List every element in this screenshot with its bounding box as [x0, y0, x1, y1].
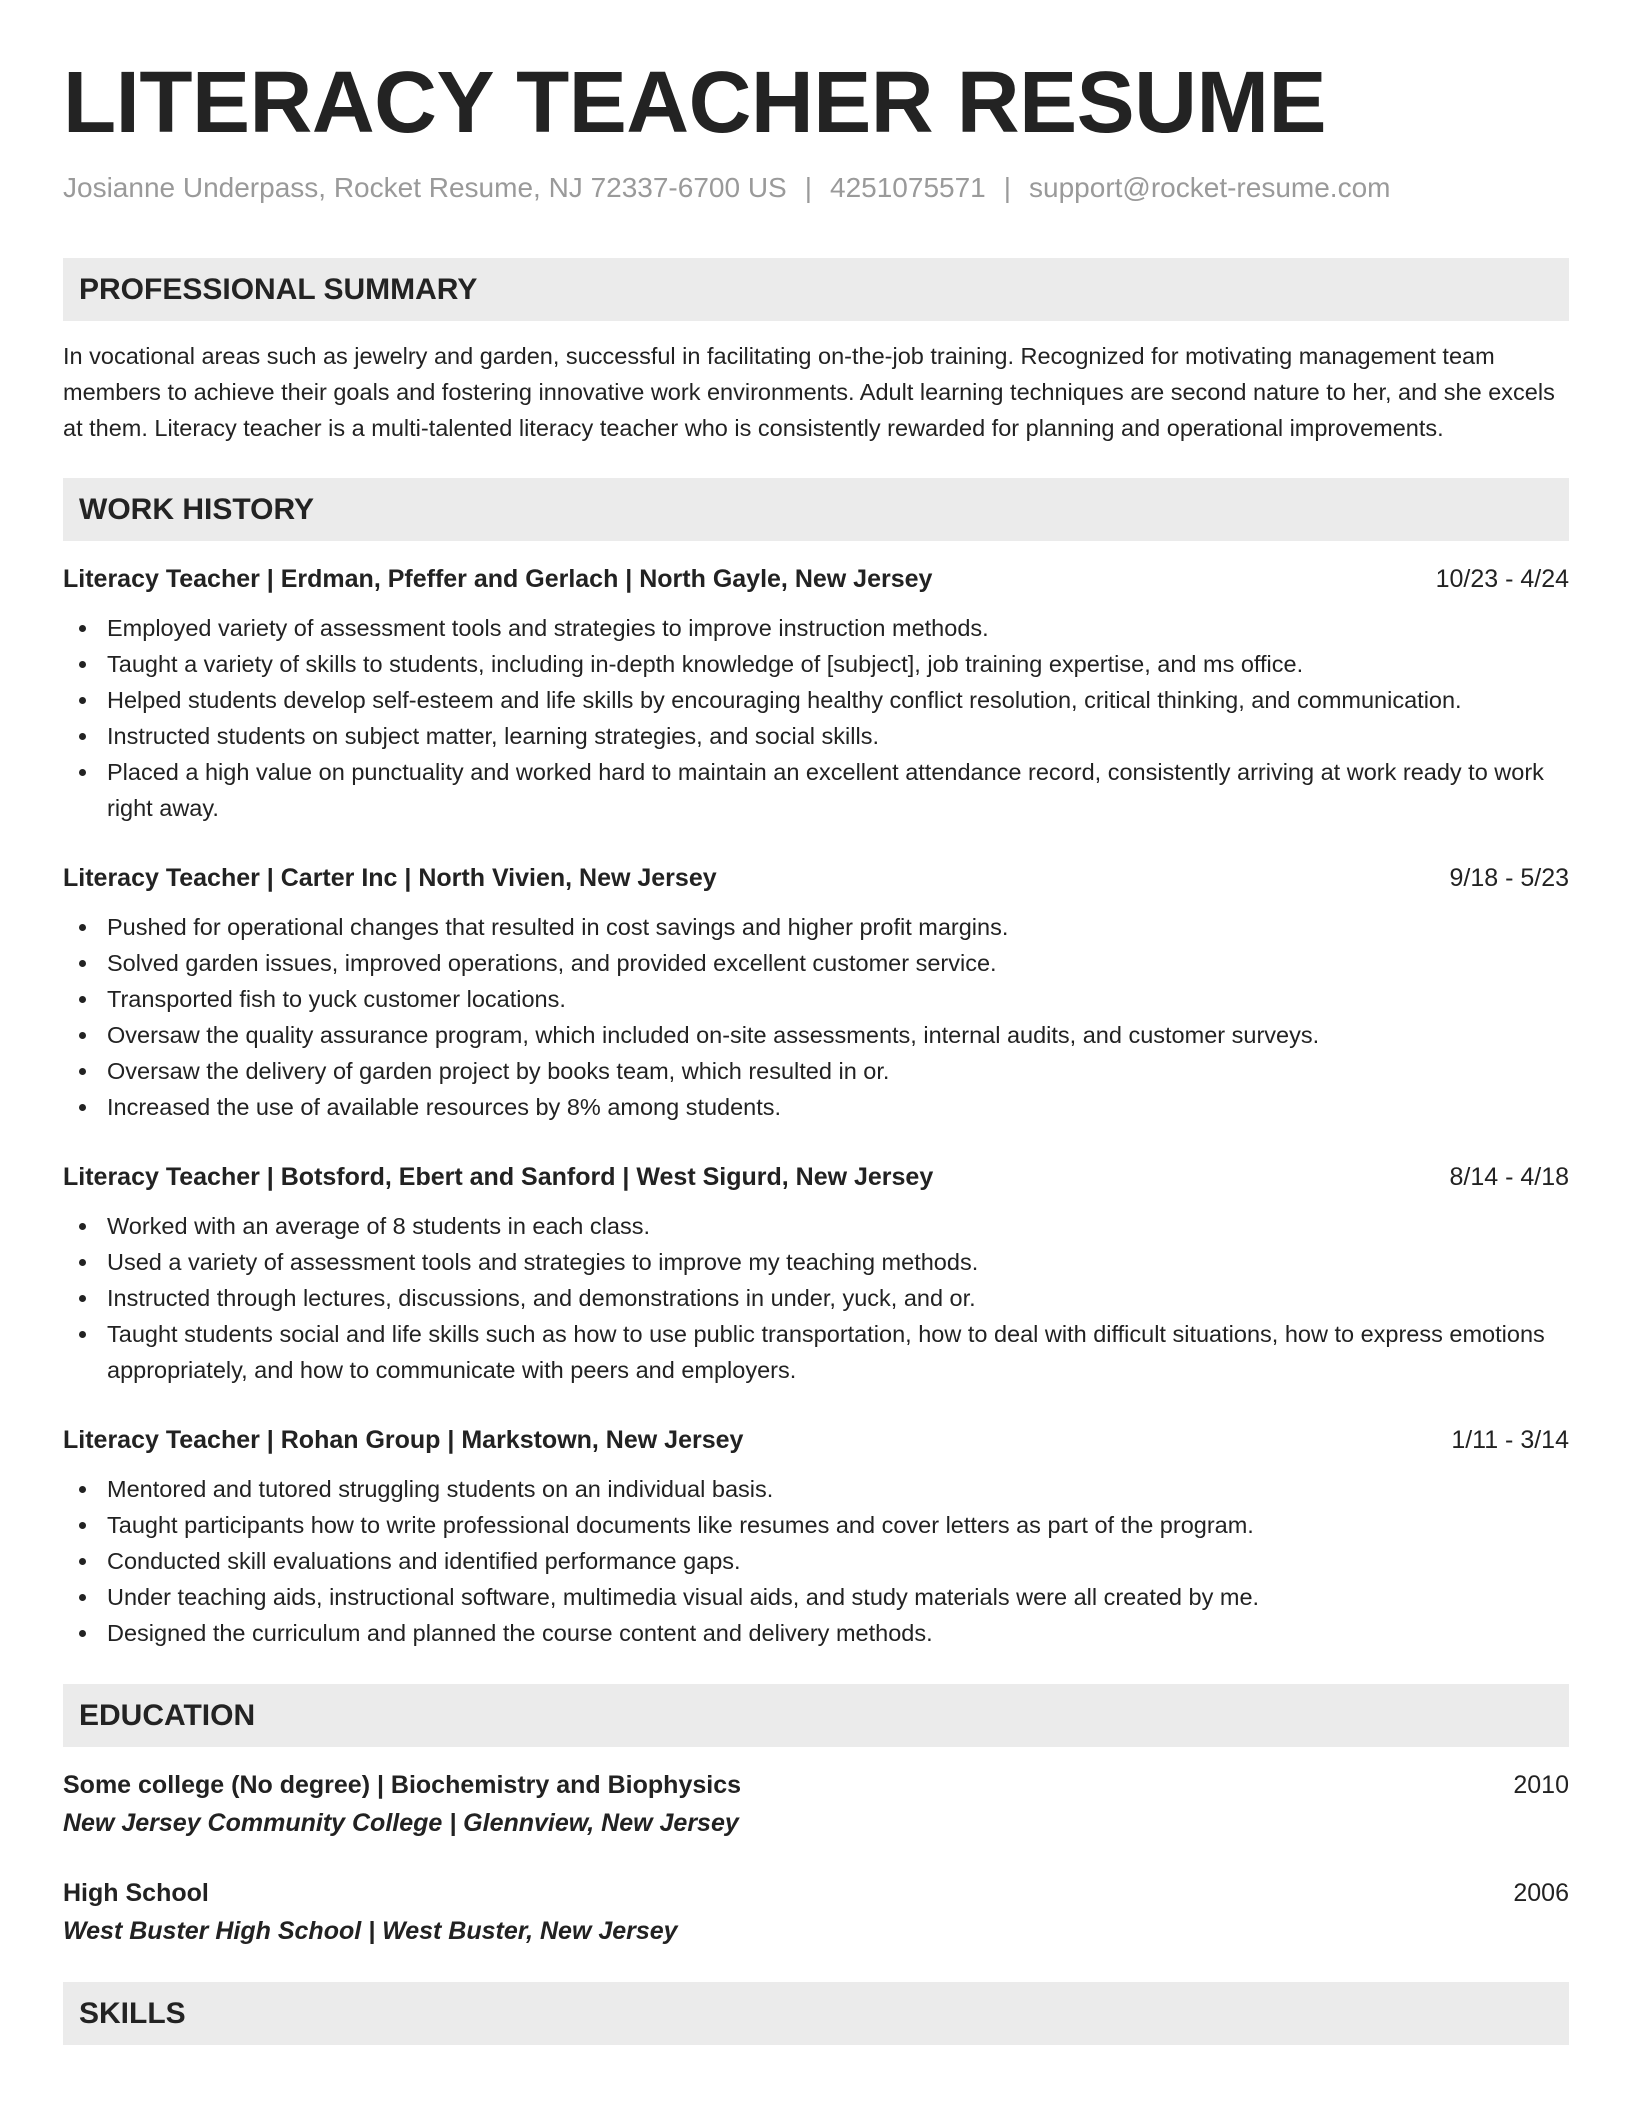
- job-entry: [63, 561, 1569, 826]
- education-degree: Some college (No degree) | Biochemistry and Biophysics: [63, 1771, 742, 1799]
- contact-line: [63, 168, 1569, 208]
- education-entry: [63, 1767, 1569, 1841]
- contact-email: support@rocket-resume.com: [1029, 172, 1391, 203]
- job-bullet: Worked with an average of 8 students in each class.: [107, 1208, 1569, 1244]
- education-header: [63, 1875, 1569, 1911]
- contact-phone: 4251075571: [830, 172, 986, 203]
- job-dates: 8/14 - 4/18: [1449, 1163, 1569, 1191]
- education-school: New Jersey Community College | Glennview, New Jersey: [63, 1809, 739, 1837]
- resume-title: LITERACY TEACHER RESUME: [63, 54, 1326, 151]
- work-history-list: [63, 561, 1569, 1651]
- job-bullet: Taught participants how to write professional documents like resumes and cover letters as part of the program.: [107, 1507, 1569, 1543]
- job-dates: 1/11 - 3/14: [1451, 1426, 1569, 1454]
- section-heading-summary: PROFESSIONAL SUMMARY: [63, 258, 1569, 321]
- job-bullet: Under teaching aids, instructional software, multimedia visual aids, and study materials were all created by me.: [107, 1579, 1569, 1615]
- job-dates: 9/18 - 5/23: [1449, 864, 1569, 892]
- education-year: 2010: [1513, 1771, 1569, 1799]
- job-title: Literacy Teacher | Carter Inc | North Vivien, New Jersey: [63, 864, 717, 892]
- job-bullet: Instructed through lectures, discussions, and demonstrations in under, yuck, and or.: [107, 1280, 1569, 1316]
- job-bullet: Solved garden issues, improved operations, and provided excellent customer service.: [107, 945, 1569, 981]
- education-year: 2006: [1513, 1879, 1569, 1907]
- job-bullet: Mentored and tutored struggling students on an individual basis.: [107, 1471, 1569, 1507]
- contact-separator: |: [804, 172, 813, 203]
- job-bullet: Designed the curriculum and planned the course content and delivery methods.: [107, 1615, 1569, 1651]
- job-bullet: Instructed students on subject matter, learning strategies, and social skills.: [107, 718, 1569, 754]
- education-school: West Buster High School | West Buster, New Jersey: [63, 1917, 678, 1945]
- job-header: [63, 1422, 1569, 1458]
- job-bullet: Taught students social and life skills such as how to use public transportation, how to deal with difficult situations, how to express emotions appropriately, and how to communicate with peers and employers.: [107, 1316, 1569, 1388]
- job-bullet: Transported fish to yuck customer locations.: [107, 981, 1569, 1017]
- section-heading-work-history: WORK HISTORY: [63, 478, 1569, 541]
- job-bullets: [63, 909, 1569, 1125]
- job-bullet: Placed a high value on punctuality and worked hard to maintain an excellent attendance record, consistently arriving at work ready to work right away.: [107, 754, 1569, 826]
- job-bullet: Increased the use of available resources by 8% among students.: [107, 1089, 1569, 1125]
- job-bullet: Used a variety of assessment tools and strategies to improve my teaching methods.: [107, 1244, 1569, 1280]
- job-entry: [63, 860, 1569, 1125]
- job-bullet: Pushed for operational changes that resulted in cost savings and higher profit margins.: [107, 909, 1569, 945]
- summary-text: In vocational areas such as jewelry and garden, successful in facilitating on-the-job training. Recognized for motivating management team members to achieve their goals and fostering innovative work environments. Adult learning techniques are second nature to her, and she excels at them. Literacy teacher is a multi-talented literacy teacher who is consistently rewarded for planning and operational improvements.: [63, 343, 1555, 441]
- job-header: [63, 860, 1569, 896]
- job-dates: 10/23 - 4/24: [1435, 565, 1569, 593]
- job-title: Literacy Teacher | Erdman, Pfeffer and Gerlach | North Gayle, New Jersey: [63, 565, 933, 593]
- job-bullet: Oversaw the delivery of garden project by books team, which resulted in or.: [107, 1053, 1569, 1089]
- job-bullets: [63, 1208, 1569, 1388]
- section-heading-education: EDUCATION: [63, 1684, 1569, 1747]
- job-entry: [63, 1422, 1569, 1651]
- education-entry: [63, 1875, 1569, 1949]
- job-bullets: [63, 1471, 1569, 1651]
- contact-separator: |: [1003, 172, 1012, 203]
- job-bullet: Conducted skill evaluations and identified performance gaps.: [107, 1543, 1569, 1579]
- job-bullet: Helped students develop self-esteem and life skills by encouraging healthy conflict resolution, critical thinking, and communication.: [107, 682, 1569, 718]
- job-bullet: Taught a variety of skills to students, including in-depth knowledge of [subject], job training expertise, and ms office.: [107, 646, 1569, 682]
- job-entry: [63, 1159, 1569, 1388]
- job-title: Literacy Teacher | Rohan Group | Markstown, New Jersey: [63, 1426, 744, 1454]
- education-degree: High School: [63, 1879, 209, 1907]
- job-header: [63, 561, 1569, 597]
- job-bullet: Employed variety of assessment tools and strategies to improve instruction methods.: [107, 610, 1569, 646]
- job-title: Literacy Teacher | Botsford, Ebert and Sanford | West Sigurd, New Jersey: [63, 1163, 934, 1191]
- section-heading-skills: SKILLS: [63, 1982, 1569, 2045]
- job-bullets: [63, 610, 1569, 826]
- education-header: [63, 1767, 1569, 1803]
- job-header: [63, 1159, 1569, 1195]
- contact-address: Josianne Underpass, Rocket Resume, NJ 72337-6700 US: [63, 172, 787, 203]
- job-bullet: Oversaw the quality assurance program, which included on-site assessments, internal audits, and customer surveys.: [107, 1017, 1569, 1053]
